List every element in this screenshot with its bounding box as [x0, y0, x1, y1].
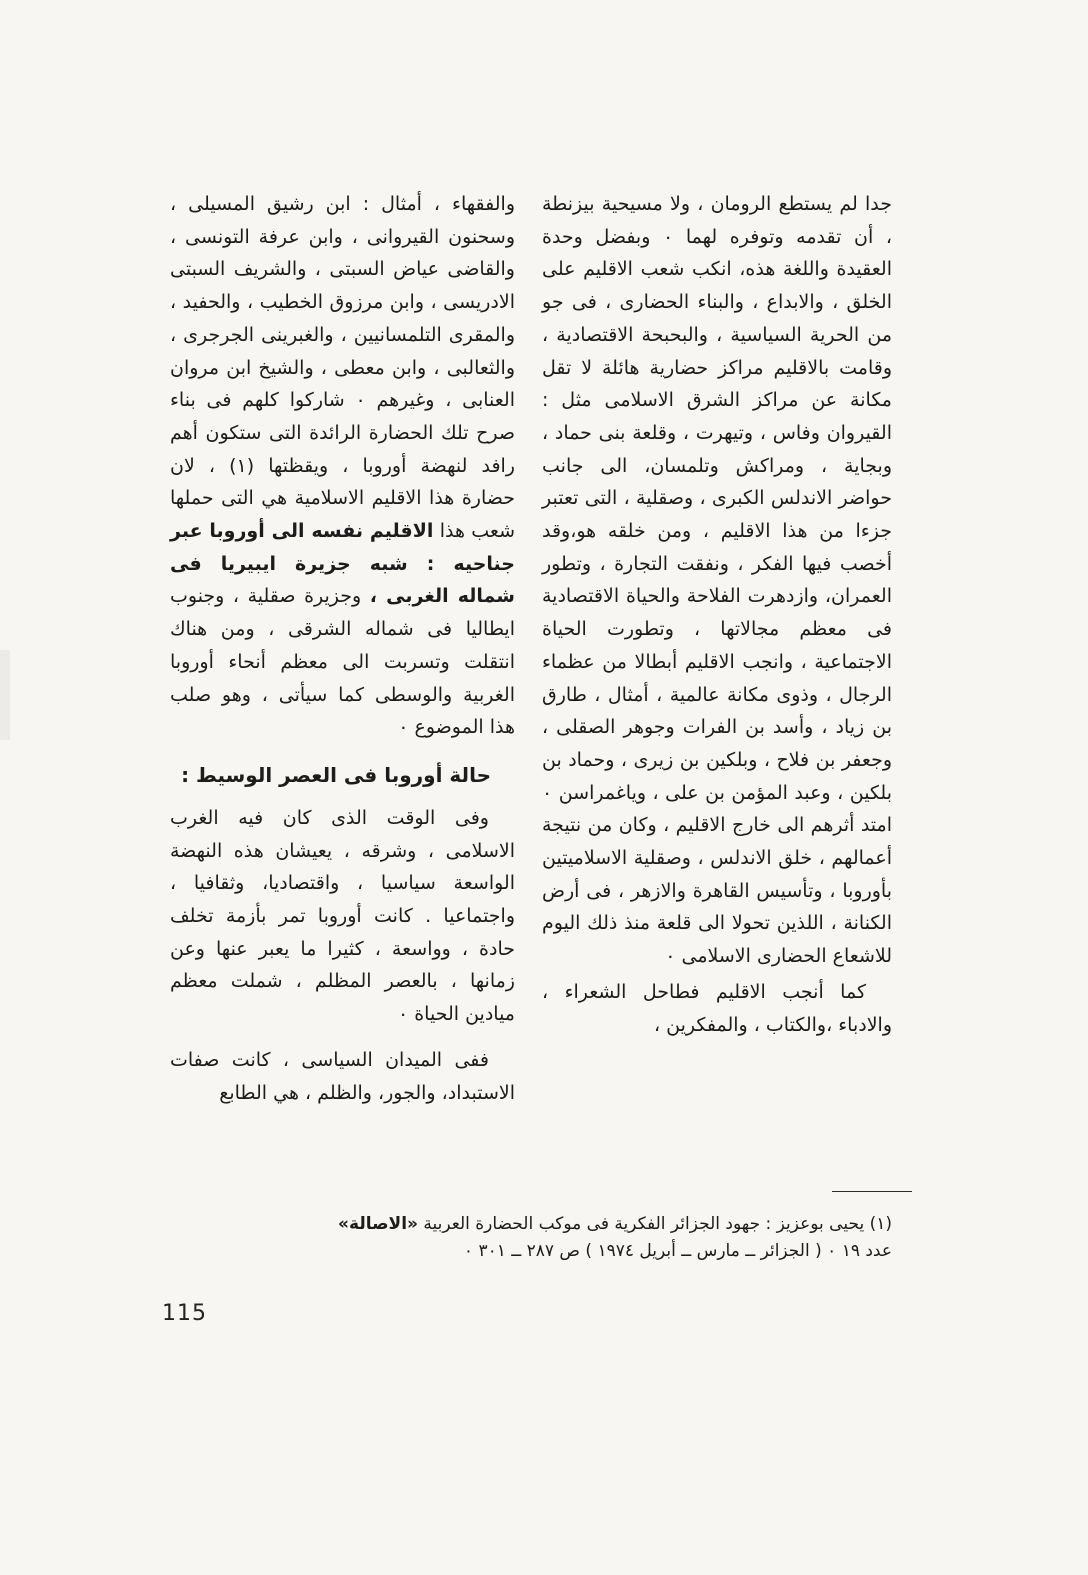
footnote-citation: (١) يحيى بوعزيز : جهود الجزائر الفكرية فى موكب الحضارة العربية [423, 1214, 892, 1234]
paragraph: كما أنجب الاقليم فطاحل الشعراء ، والادباء ،والكتاب ، والمفكرين ، [542, 980, 892, 1036]
paragraph: وفى الوقت الذى كان فيه الغرب الاسلامى ، وشرقه ، يعيشان هذه النهضة الواسعة سياسيا ، واقتصاديا، وثقافيا ، واجتماعيا . كانت أوروبا تمر بأزمة تخلف حادة ، وواسعة ، كثيرا ما يعبر عنها وعن زمانها ، بالعصر المظلم ، شملت معظم ميادين الحياة ٠ [170, 806, 515, 1026]
text-column-left [170, 188, 515, 1109]
page-edge-shadow [0, 650, 10, 740]
footnote-line [170, 1211, 892, 1238]
paragraph: ففى الميدان السياسى ، كانت صفات الاستبداد، والجور، والظلم ، هي الطابع [170, 1048, 515, 1104]
footnote-journal-title: «الاصالة» [338, 1214, 418, 1234]
paragraph-bold-phrase: الاقليم نفسه الى أوروبا عبر جناحيه : شبه جزيرة ايبيريا فى شماله الغربى ، [170, 520, 515, 608]
paragraph-tail: وجزيرة صقلية ، وجنوب ايطاليا فى شماله الشرقى ، ومن هناك انتقلت وتسربت الى معظم أنحاء أوروبا الغربية والوسطى كما سيأتى ، وهو صلب هذا الموضوع ٠ [170, 585, 515, 739]
footnote-separator [832, 1191, 912, 1192]
paragraph: جدا لم يستطع الرومان ، ولا مسيحية بيزنطة ، أن تقدمه وتوفره لهما ٠ وبفضل وحدة العقيدة واللغة هذه، انكب شعب الاقليم على الخلق ، والابداع ، والبناء الحضارى ، فى جو من الحرية السياسية ، والبحبحة الاقتصادية ، وقامت بالاقليم مراكز حضارية هائلة لا تقل مكانة عن مراكز الشرق الاسلامى مثل : القيروان وفاس ، وتيهرت ، وقلعة بنى حماد ، وبجاية ، ومراكش وتلمسان، الى جانب حواضر الاندلس الكبرى ، وصقلية ، التى تعتبر جزءا من هذا الاقليم ، ومن خلقه هو،وقد أخصب فيها الفكر ، ونفقت التجارة ، وتطور العمران، وازدهرت الفلاحة والحياة الاقتصادية فى معظم مجالاتها ، وتطورت الحياة الاجتماعية ، وانجب الاقليم أبطالا من عظماء الرجال ، وذوى مكانة عالمية ، أمثال ، طارق بن زياد ، وأسد بن الفرات وجوهر الصقلى ، وجعفر بن فلاح ، وبلكين بن زيرى ، وحماد بن بلكين ، وعبد المؤمن بن على ، وياغمراسن ٠ امتد أثرهم الى خارج الاقليم ، وكان من نتيجة أعمالهم ، خلق الاندلس ، وصقلية الاسلاميتين بأوروبا ، وتأسيس القاهرة والازهر ، فى أرض الكنانة ، اللذين تحولا الى قلعة منذ ذلك اليوم للاشعاع الحضارى الاسلامى ٠ [542, 193, 892, 968]
footnote-line: عدد ١٩ ٠ ( الجزائر ــ مارس ــ أبريل ١٩٧٤ ) ص ٢٨٧ ــ ٣٠١ ٠ [463, 1241, 892, 1261]
page-number: 115 [162, 1301, 207, 1326]
paragraph-lead: والفقهاء ، أمثال : ابن رشيق المسيلى ، وسحنون القيروانى ، وابن عرفة التونسى ، والقاضى عياض السبتى ، والشريف السبتى الادريسى ، وابن مرزوق الخطيب ، والحفيد ، والمقرى التلمسانيين ، والغبرينى الجرجرى ، والثعالبى ، وابن معطى ، والشيخ ابن مروان العنابى ، وغيرهم ٠ شاركوا كلهم فى بناء صرح تلك الحضارة الرائدة التى ستكون أهم رافد لنهضة أوروبا ، ويقظتها (١) ، لان حضارة هذا الاقليم الاسلامية هي التى حملها شعب هذا [170, 193, 515, 543]
footnote [170, 1211, 892, 1265]
section-heading: حالة أوروبا فى العصر الوسيط : [181, 762, 491, 787]
paragraph [170, 188, 515, 744]
text-column-right [542, 188, 892, 1041]
